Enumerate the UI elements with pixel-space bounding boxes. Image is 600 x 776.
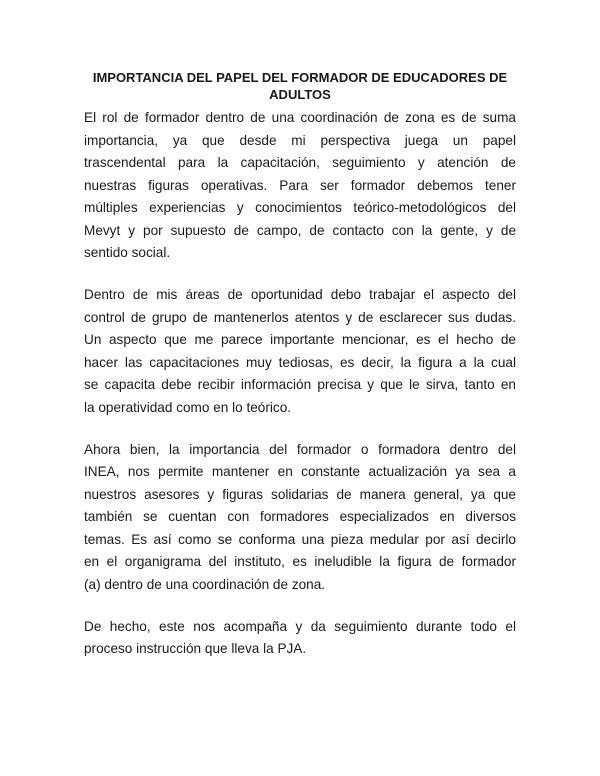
paragraph-line: hacer las capacitaciones muy tediosas, es decir, la figura a la cual bbox=[84, 354, 516, 370]
paragraph-line: Ahora bien, la importancia del formador o formadora dentro del bbox=[84, 441, 516, 457]
document-title bbox=[84, 69, 516, 103]
title-line: IMPORTANCIA DEL PAPEL DEL FORMADOR DE EDUCADORES DE bbox=[92, 70, 508, 85]
paragraph-line: en el organigrama del instituto, es ineludible la figura de formador bbox=[84, 554, 516, 569]
document-body bbox=[84, 107, 516, 661]
paragraph-line: sentido social. bbox=[84, 245, 171, 260]
paragraph-line: INEA, nos permite mantener en constante actualización ya sea a bbox=[84, 464, 516, 479]
paragraph-line: De hecho, este nos acompaña y da seguimiento durante todo el bbox=[84, 618, 516, 634]
paragraph bbox=[84, 616, 516, 661]
paragraph-line: importancia, ya que desde mi perspectiva juega un papel bbox=[84, 132, 516, 148]
paragraph-line: se capacita debe recibir información precisa y que le sirva, tanto en bbox=[84, 377, 516, 392]
paragraph-line: nuestras figuras operativas. Para ser formador debemos tener bbox=[84, 177, 516, 193]
paragraph-line: (a) dentro de una coordinación de zona. bbox=[84, 576, 326, 592]
paragraph-line: múltiples experiencias y conocimientos teórico-metodológicos del bbox=[84, 200, 516, 215]
paragraph-line: Mevyt y por supuesto de campo, de contacto con la gente, y de bbox=[84, 222, 516, 238]
paragraph bbox=[84, 284, 516, 419]
document-page bbox=[84, 69, 516, 680]
paragraph-line: control de grupo de mantenerlos atentos y de esclarecer sus dudas. bbox=[84, 309, 516, 325]
paragraph bbox=[84, 107, 516, 265]
paragraph-line: nuestros asesores y figuras solidarias de manera general, ya que bbox=[84, 486, 516, 502]
paragraph-line: Un aspecto que me parece importante mencionar, es el hecho de bbox=[84, 332, 516, 347]
paragraph bbox=[84, 439, 516, 597]
paragraph-line: trascendental para la capacitación, seguimiento y atención de bbox=[84, 155, 516, 170]
paragraph-line: la operatividad como en lo teórico. bbox=[84, 399, 292, 415]
title-line: ADULTOS bbox=[269, 87, 331, 102]
paragraph-line: temas. Es así como se conforma una pieza medular por así decirlo bbox=[84, 531, 516, 547]
paragraph-line: Dentro de mis áreas de oportunidad debo trabajar el aspecto del bbox=[84, 287, 516, 302]
paragraph-line: también se cuentan con formadores especializados en diversos bbox=[84, 509, 516, 524]
paragraph-line: El rol de formador dentro de una coordinación de zona es de suma bbox=[84, 110, 516, 125]
paragraph-line: proceso instrucción que lleva la PJA. bbox=[84, 641, 307, 656]
